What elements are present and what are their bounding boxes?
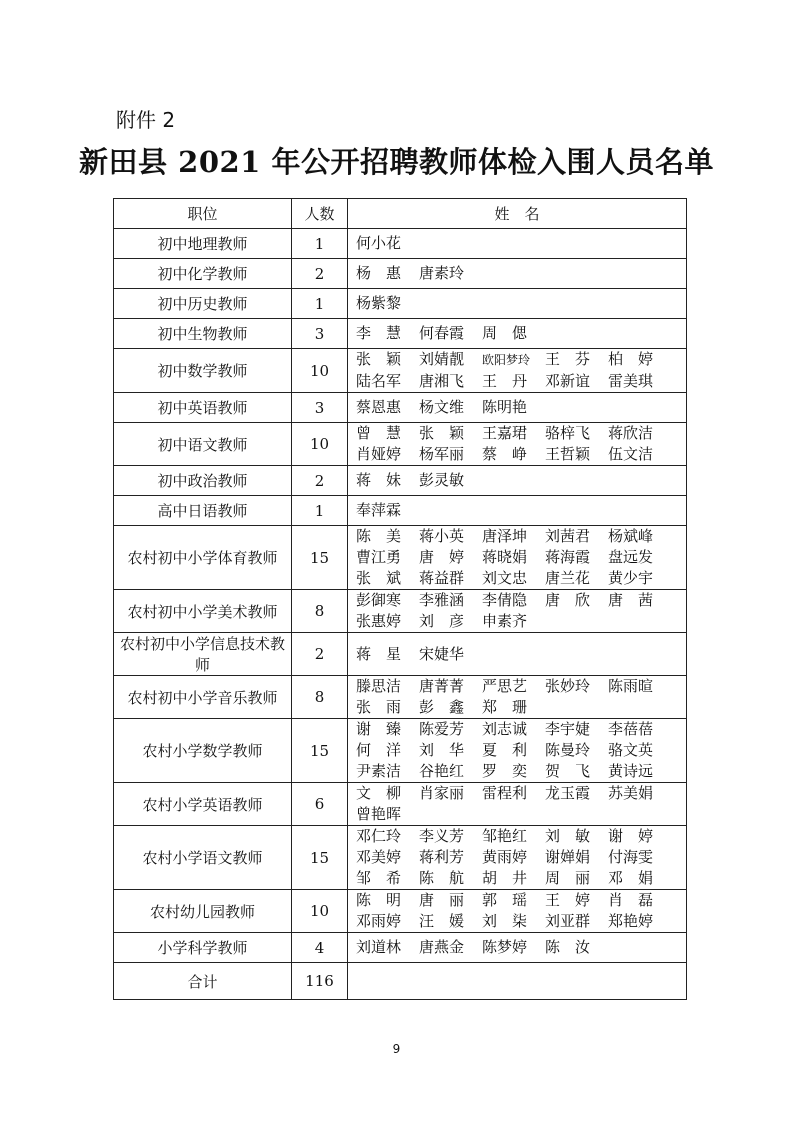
person-name: 杨 惠 <box>356 264 402 282</box>
table-row <box>114 466 687 496</box>
person-name: 彭 鑫 <box>419 698 465 716</box>
count-cell: 4 <box>292 933 348 963</box>
names-line <box>356 611 686 632</box>
person-name: 陈 美 <box>356 527 402 545</box>
person-name: 张惠婷 <box>356 612 402 630</box>
person-name: 郑 珊 <box>482 698 528 716</box>
person-name: 奉萍霖 <box>356 501 402 519</box>
table-row <box>114 633 687 676</box>
position-cell: 初中语文教师 <box>114 423 292 466</box>
person-name: 邹艳红 <box>482 827 528 845</box>
header-count: 人数 <box>292 199 348 229</box>
names-cell <box>348 890 687 933</box>
person-name: 蒋 星 <box>356 644 402 663</box>
person-name: 陈 航 <box>419 869 465 887</box>
position-cell: 农村初中小学音乐教师 <box>114 676 292 719</box>
names-cell <box>348 496 687 526</box>
count-cell: 3 <box>292 393 348 423</box>
table-row <box>114 933 687 963</box>
names-line <box>356 676 686 697</box>
person-name: 刘文忠 <box>482 569 528 587</box>
position-cell: 高中日语教师 <box>114 496 292 526</box>
header-names: 姓 名 <box>348 199 687 229</box>
person-name: 唐湘飞 <box>419 372 465 390</box>
page-number: 9 <box>392 1042 401 1056</box>
person-name: 罗 奕 <box>482 762 528 780</box>
person-name: 陈明艳 <box>482 398 528 416</box>
person-name: 杨紫黎 <box>356 294 402 312</box>
count-cell: 1 <box>292 229 348 259</box>
count-cell: 10 <box>292 423 348 466</box>
person-name: 邓新谊 <box>545 372 591 390</box>
person-name: 曾艳晖 <box>356 805 402 823</box>
person-name: 曹江勇 <box>356 548 402 566</box>
person-name: 邓 娟 <box>608 869 654 887</box>
person-name: 唐 婷 <box>419 548 465 566</box>
names-line <box>356 826 686 847</box>
person-name: 刘志诚 <box>482 720 528 738</box>
names-cell <box>348 423 687 466</box>
names-cell <box>348 783 687 826</box>
person-name: 唐燕金 <box>419 938 465 956</box>
person-name: 蔡恩惠 <box>356 398 402 416</box>
person-name: 汪 媛 <box>419 912 465 930</box>
names-line <box>356 349 686 371</box>
person-name: 陆名军 <box>356 372 402 390</box>
names-cell <box>348 590 687 633</box>
names-line <box>356 444 686 465</box>
person-name: 王 婷 <box>545 891 591 909</box>
position-cell: 农村小学语文教师 <box>114 826 292 890</box>
total-count: 116 <box>292 963 348 1000</box>
person-name: 李义芳 <box>419 827 465 845</box>
person-name: 陈 汝 <box>545 938 591 956</box>
person-name: 滕思洁 <box>356 677 402 695</box>
names-line <box>356 868 686 889</box>
person-name: 李蓓蓓 <box>608 720 654 738</box>
count-cell: 8 <box>292 676 348 719</box>
person-name: 申素齐 <box>482 612 528 630</box>
position-cell: 农村初中小学美术教师 <box>114 590 292 633</box>
person-name: 邹 希 <box>356 869 402 887</box>
names-cell <box>348 393 687 423</box>
names-line <box>356 293 686 314</box>
person-name: 刘道林 <box>356 938 402 956</box>
names-line <box>356 371 686 392</box>
attachment-label: 附件 2 <box>116 108 176 132</box>
person-name: 唐泽坤 <box>482 527 528 545</box>
person-name: 贺 飞 <box>545 762 591 780</box>
table-row <box>114 496 687 526</box>
names-cell <box>348 719 687 783</box>
person-name: 唐 丽 <box>419 891 465 909</box>
names-line <box>356 547 686 568</box>
names-line <box>356 740 686 761</box>
person-name: 谢 婷 <box>608 827 654 845</box>
names-line <box>356 761 686 782</box>
total-row <box>114 963 687 1000</box>
table-row <box>114 526 687 590</box>
person-name: 雷程利 <box>482 784 528 802</box>
person-name: 胡 井 <box>482 869 528 887</box>
person-name: 杨斌峰 <box>608 527 654 545</box>
person-name: 唐素玲 <box>419 264 465 282</box>
names-cell <box>348 676 687 719</box>
names-line <box>356 263 686 284</box>
person-name: 谷艳红 <box>419 762 465 780</box>
person-name: 唐菁菁 <box>419 677 465 695</box>
names-line <box>356 697 686 718</box>
person-name: 陈 明 <box>356 891 402 909</box>
names-cell <box>348 319 687 349</box>
names-line <box>356 500 686 521</box>
person-name: 彭灵敏 <box>419 471 465 489</box>
names-cell <box>348 633 687 676</box>
person-name: 刘 敏 <box>545 827 591 845</box>
candidate-table <box>113 198 687 1000</box>
person-name: 陈爱芳 <box>419 720 465 738</box>
position-cell: 初中数学教师 <box>114 349 292 393</box>
names-line <box>356 397 686 418</box>
count-cell: 10 <box>292 349 348 393</box>
person-name: 郑艳婷 <box>608 912 654 930</box>
names-line <box>356 423 686 444</box>
count-cell: 2 <box>292 633 348 676</box>
names-line <box>356 911 686 932</box>
person-name: 文 柳 <box>356 784 402 802</box>
count-cell: 2 <box>292 259 348 289</box>
person-name: 王哲颖 <box>545 445 591 463</box>
person-name: 陈曼玲 <box>545 741 591 759</box>
person-name: 盘远发 <box>608 548 654 566</box>
table-row <box>114 229 687 259</box>
count-cell: 2 <box>292 466 348 496</box>
person-name: 杨文维 <box>419 398 465 416</box>
position-cell: 农村幼儿园教师 <box>114 890 292 933</box>
person-name: 刘 柒 <box>482 912 528 930</box>
table-row <box>114 719 687 783</box>
position-cell: 初中历史教师 <box>114 289 292 319</box>
person-name: 张 斌 <box>356 569 402 587</box>
table-row <box>114 826 687 890</box>
table-row <box>114 349 687 393</box>
person-name: 郭 瑶 <box>482 891 528 909</box>
names-cell <box>348 289 687 319</box>
names-line <box>356 590 686 611</box>
person-name: 龙玉霞 <box>545 784 591 802</box>
person-name: 李宇婕 <box>545 720 591 738</box>
count-cell: 8 <box>292 590 348 633</box>
table-header-row <box>114 199 687 229</box>
person-name: 曾 慧 <box>356 424 402 442</box>
person-name: 邓美婷 <box>356 848 402 866</box>
table-row <box>114 890 687 933</box>
position-cell: 小学科学教师 <box>114 933 292 963</box>
table-row <box>114 259 687 289</box>
names-line <box>356 804 686 825</box>
names-line <box>356 233 686 254</box>
names-line <box>356 719 686 740</box>
person-name: 肖 磊 <box>608 891 654 909</box>
person-name: 谢婵娟 <box>545 848 591 866</box>
person-name: 张妙玲 <box>545 677 591 695</box>
person-name: 唐 茜 <box>608 591 654 609</box>
table-row <box>114 319 687 349</box>
person-name: 邓仁玲 <box>356 827 402 845</box>
names-cell <box>348 466 687 496</box>
person-name: 宋婕华 <box>419 644 465 663</box>
table-row <box>114 289 687 319</box>
person-name: 李 慧 <box>356 324 402 342</box>
position-cell: 初中地理教师 <box>114 229 292 259</box>
person-name: 蒋欣洁 <box>608 424 654 442</box>
names-cell <box>348 826 687 890</box>
table-row <box>114 783 687 826</box>
person-name: 陈雨暄 <box>608 677 654 695</box>
count-cell: 15 <box>292 526 348 590</box>
total-names-empty <box>348 963 687 1000</box>
names-line <box>356 526 686 547</box>
count-cell: 3 <box>292 319 348 349</box>
person-name: 骆文英 <box>608 741 654 759</box>
names-line <box>356 644 686 665</box>
names-cell <box>348 259 687 289</box>
person-name: 肖家丽 <box>419 784 465 802</box>
position-cell: 初中英语教师 <box>114 393 292 423</box>
person-name: 刘 华 <box>419 741 465 759</box>
person-name: 唐兰花 <box>545 569 591 587</box>
header-position: 职位 <box>114 199 292 229</box>
person-name: 刘茜君 <box>545 527 591 545</box>
names-line <box>356 470 686 491</box>
person-name: 黄雨婷 <box>482 848 528 866</box>
person-name: 黄诗远 <box>608 762 654 780</box>
person-name: 刘 彦 <box>419 612 465 630</box>
table-row <box>114 676 687 719</box>
person-name: 蒋益群 <box>419 569 465 587</box>
person-name: 蒋晓娟 <box>482 548 528 566</box>
person-name: 唐 欣 <box>545 591 591 609</box>
count-cell: 15 <box>292 826 348 890</box>
person-name: 周 偲 <box>482 324 528 342</box>
person-name: 张 雨 <box>356 698 402 716</box>
position-cell: 农村小学英语教师 <box>114 783 292 826</box>
names-line <box>356 568 686 589</box>
table-row <box>114 423 687 466</box>
person-name: 柏 婷 <box>608 350 654 368</box>
names-line <box>356 323 686 344</box>
person-name: 夏 利 <box>482 741 528 759</box>
count-cell: 6 <box>292 783 348 826</box>
person-name: 苏美娟 <box>608 784 654 802</box>
person-name: 何 洋 <box>356 741 402 759</box>
position-cell: 农村小学数学教师 <box>114 719 292 783</box>
person-name: 谢 臻 <box>356 720 402 738</box>
table-row <box>114 590 687 633</box>
person-name: 蒋海霞 <box>545 548 591 566</box>
table-body <box>114 229 687 963</box>
person-name: 刘亚群 <box>545 912 591 930</box>
names-cell <box>348 229 687 259</box>
person-name: 彭御寒 <box>356 591 402 609</box>
table-row <box>114 393 687 423</box>
person-name: 蒋 妹 <box>356 471 402 489</box>
person-name: 王嘉珺 <box>482 424 528 442</box>
person-name: 严思艺 <box>482 677 528 695</box>
person-name: 骆梓飞 <box>545 424 591 442</box>
person-name: 陈梦婷 <box>482 938 528 956</box>
person-name: 欧阳梦玲 <box>482 353 531 367</box>
person-name: 雷美琪 <box>608 372 654 390</box>
person-name: 刘婧靓 <box>419 350 465 368</box>
person-name: 李雅涵 <box>419 591 465 609</box>
person-name: 何春霞 <box>419 324 465 342</box>
person-name: 杨军丽 <box>419 445 465 463</box>
names-line <box>356 937 686 958</box>
total-label: 合计 <box>114 963 292 1000</box>
person-name: 何小花 <box>356 234 402 252</box>
person-name: 蔡 峥 <box>482 445 528 463</box>
person-name: 王 丹 <box>482 372 528 390</box>
person-name: 周 丽 <box>545 869 591 887</box>
person-name: 张 颖 <box>419 424 465 442</box>
count-cell: 1 <box>292 289 348 319</box>
position-cell: 农村初中小学体育教师 <box>114 526 292 590</box>
person-name: 张 颖 <box>356 350 402 368</box>
names-line <box>356 783 686 804</box>
position-cell: 初中化学教师 <box>114 259 292 289</box>
count-cell: 10 <box>292 890 348 933</box>
position-cell: 农村初中小学信息技术教师 <box>114 633 292 676</box>
names-cell <box>348 526 687 590</box>
person-name: 伍文洁 <box>608 445 654 463</box>
count-cell: 15 <box>292 719 348 783</box>
person-name: 邓雨婷 <box>356 912 402 930</box>
person-name: 黄少宇 <box>608 569 654 587</box>
person-name: 蒋利芳 <box>419 848 465 866</box>
person-name: 李倩隐 <box>482 591 528 609</box>
names-cell <box>348 349 687 393</box>
position-cell: 初中政治教师 <box>114 466 292 496</box>
person-name: 尹素洁 <box>356 762 402 780</box>
person-name: 肖娅婷 <box>356 445 402 463</box>
person-name: 王 芬 <box>545 350 591 368</box>
names-cell <box>348 933 687 963</box>
count-cell: 1 <box>292 496 348 526</box>
names-line <box>356 890 686 911</box>
names-line <box>356 847 686 868</box>
position-cell: 初中生物教师 <box>114 319 292 349</box>
person-name: 蒋小英 <box>419 527 465 545</box>
document-title: 新田县 2021 年公开招聘教师体检入围人员名单 <box>79 145 714 179</box>
person-name: 付海雯 <box>608 848 654 866</box>
